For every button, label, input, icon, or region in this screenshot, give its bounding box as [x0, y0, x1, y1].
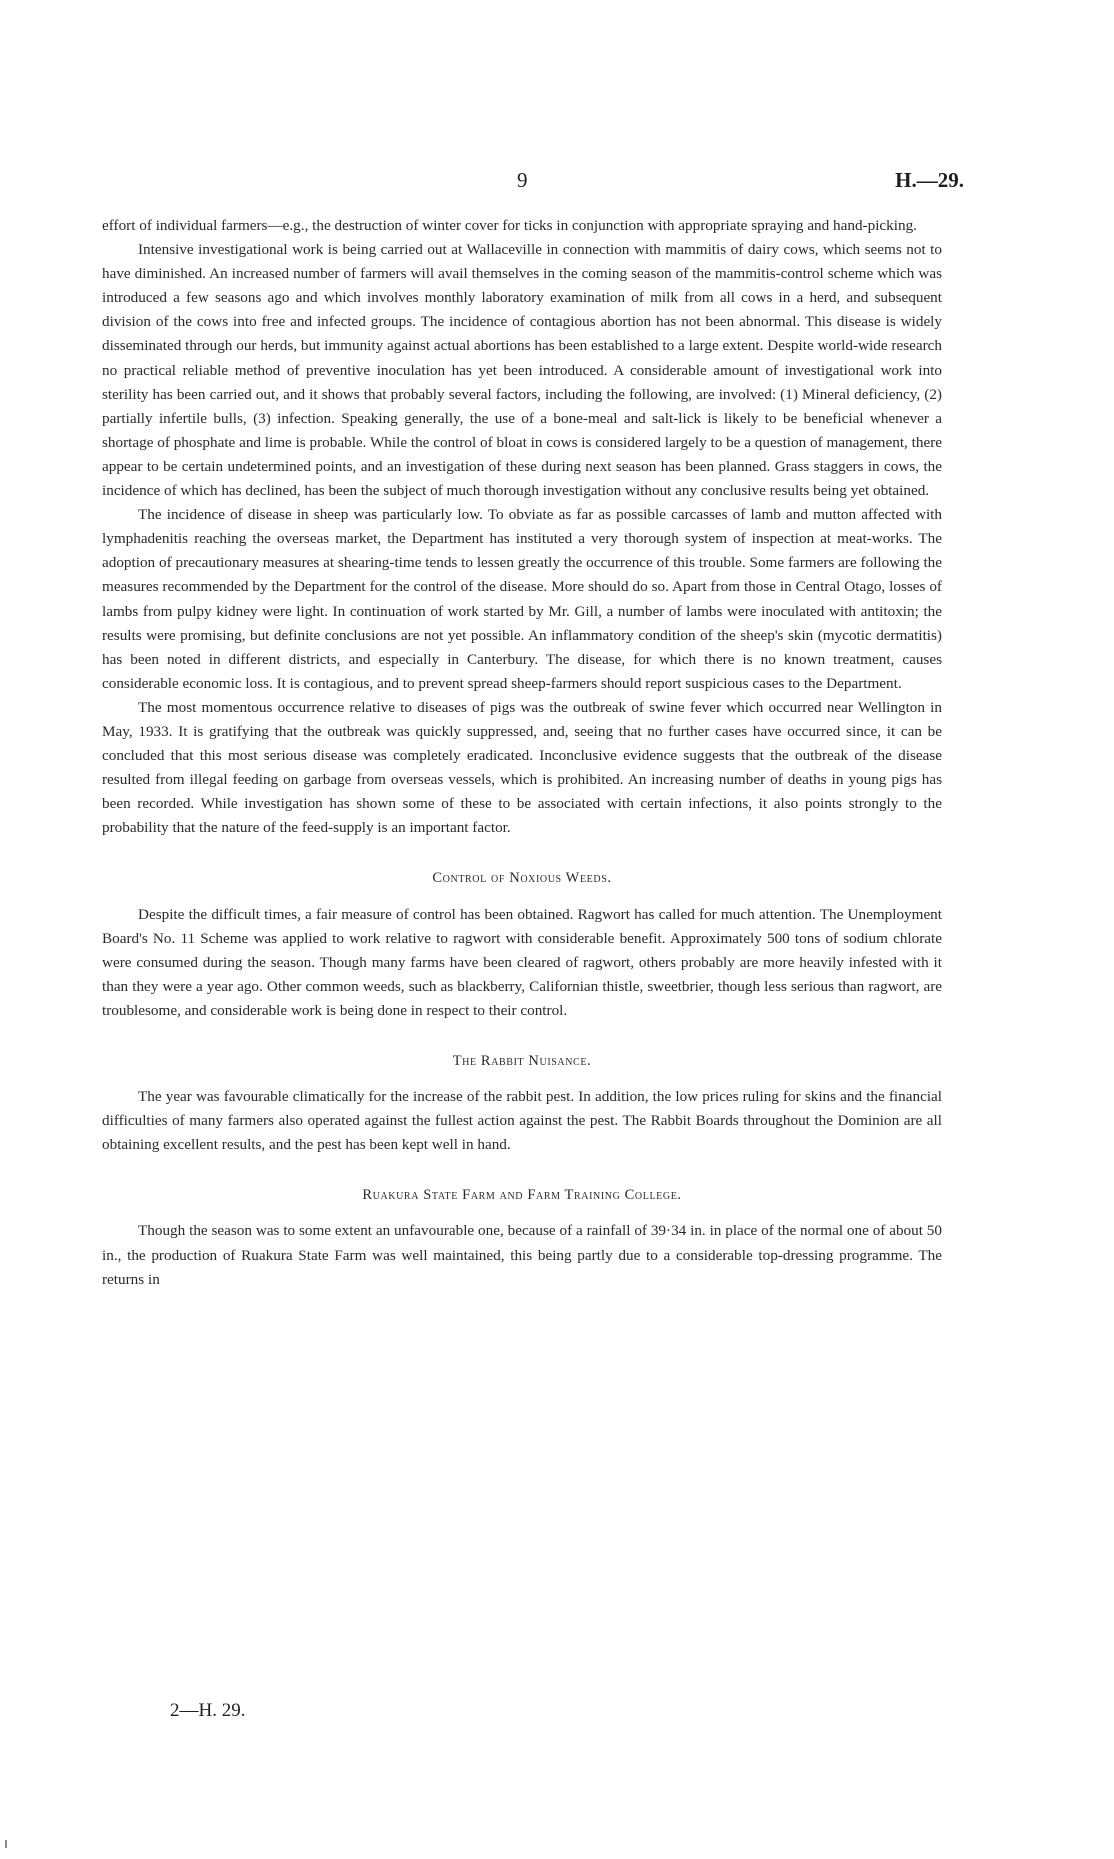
paragraph-sheep-diseases: The incidence of disease in sheep was particularly low. To obviate as far as possible carcasses of lamb and mutton affected with lymphadenitis reaching the overseas market, the Department has instituted a very thorough system of inspection at meat-works. The adoption of precautionary measures at shearing-time tends to lessen greatly the occurrence of this trouble. Some farmers are following the measures recommended by the Department for the control of the disease. More should do so. Apart from those in Central Otago, losses of lambs from pulpy kidney were light. In continuation of work started by Mr. Gill, a number of lambs were inoculated with antitoxin; the results were promising, but definite conclusions are not yet possible. An inflammatory condition of the sheep's skin (mycotic dermatitis) has been noted in different districts, and especially in Canterbury. The disease, for which there is no known treatment, causes considerable economic loss. It is contagious, and to prevent spread sheep-farmers should report suspicious cases to the Department.	[102, 506, 942, 692]
page-number: 9	[517, 168, 528, 192]
paragraph-rabbit-nuisance: The year was favourable climatically for the increase of the rabbit pest. In addition, the low prices ruling for skins and the financial difficulties of many farmers also operated against the fullest action against the pest. The Rabbit Boards throughout the Dominion are all obtaining excellent results, and the pest has been kept well in hand.	[102, 1088, 942, 1154]
heading-noxious-weeds: Control of Noxious Weeds.	[432, 870, 612, 887]
paragraph-ruakura-farm: Though the season was to some extent an unfavourable one, because of a rainfall of 39·34 in. in place of the normal one of about 50 in., the production of Ruakura State Farm was well maintained, this being partly due to a considerable top-dressing programme. The returns in	[102, 1222, 942, 1288]
margin-mark	[5, 1840, 7, 1848]
body-text	[102, 214, 942, 1292]
heading-rabbit-nuisance: The Rabbit Nuisance.	[452, 1053, 592, 1069]
footer-sheet-reference: 2—H. 29.	[170, 1700, 246, 1721]
paragraph-cattle-diseases: Intensive investigational work is being carried out at Wallaceville in connection with mammitis of dairy cows, which seems not to have diminished. An increased number of farmers will avail themselves in the coming season of the mammitis-control scheme which was introduced a few seasons ago and which involves monthly laboratory examination of milk from all cows in a herd, and subsequent division of the cows into free and infected groups. The incidence of contagious abortion has not been abnormal. This disease is widely disseminated through our herds, but immunity against actual abortions has been established to a large extent. Despite world-wide research no practical reliable method of preventive inoculation has yet been introduced. A considerable amount of investigational work into sterility has been carried out, and it shows that probably several factors, including the following, are involved: (1) Mineral deficiency, (2) partially infertile bulls, (3) infection. Speaking generally, the use of a bone-meal and salt-lick is likely to be beneficial whenever a shortage of phosphate and lime is probable. While the control of bloat in cows is considered largely to be a question of management, there appear to be certain undetermined points, and an investigation of these during next season has been planned. Grass staggers in cows, the incidence of which has declined, has been the subject of much thorough investigation without any conclusive results being yet obtained.	[102, 241, 942, 500]
paragraph-tick-control: effort of individual farmers—e.g., the destruction of winter cover for ticks in conjunction with appropriate spraying and hand-picking.	[102, 217, 917, 234]
heading-ruakura-farm: Ruakura State Farm and Farm Training College.	[362, 1187, 682, 1204]
paragraph-noxious-weeds: Despite the difficult times, a fair measure of control has been obtained. Ragwort has called for much attention. The Unemployment Board's No. 11 Scheme was applied to work relative to ragwort with considerable benefit. Approximately 500 tons of sodium chlorate were consumed during the season. Though many farms have been cleared of ragwort, others probably are more heavily infested with it than they were a year ago. Other common weeds, such as blackberry, Californian thistle, sweetbrier, though less serious than ragwort, are troublesome, and considerable work is being done in respect to their control.	[102, 905, 942, 1019]
paragraph-pig-diseases: The most momentous occurrence relative to diseases of pigs was the outbreak of swine fever which occurred near Wellington in May, 1933. It is gratifying that the outbreak was quickly suppressed, and, seeing that no further cases have occurred since, it can be concluded that this most serious disease was completely eradicated. Inconclusive evidence suggests that the outbreak of the disease resulted from illegal feeding on garbage from overseas vessels, which is prohibited. An increasing number of deaths in young pigs has been recorded. While investigation has shown some of these to be associated with certain infections, it also points strongly to the probability that the nature of the feed-supply is an important factor.	[102, 698, 942, 837]
document-reference: H.—29.	[895, 168, 964, 192]
